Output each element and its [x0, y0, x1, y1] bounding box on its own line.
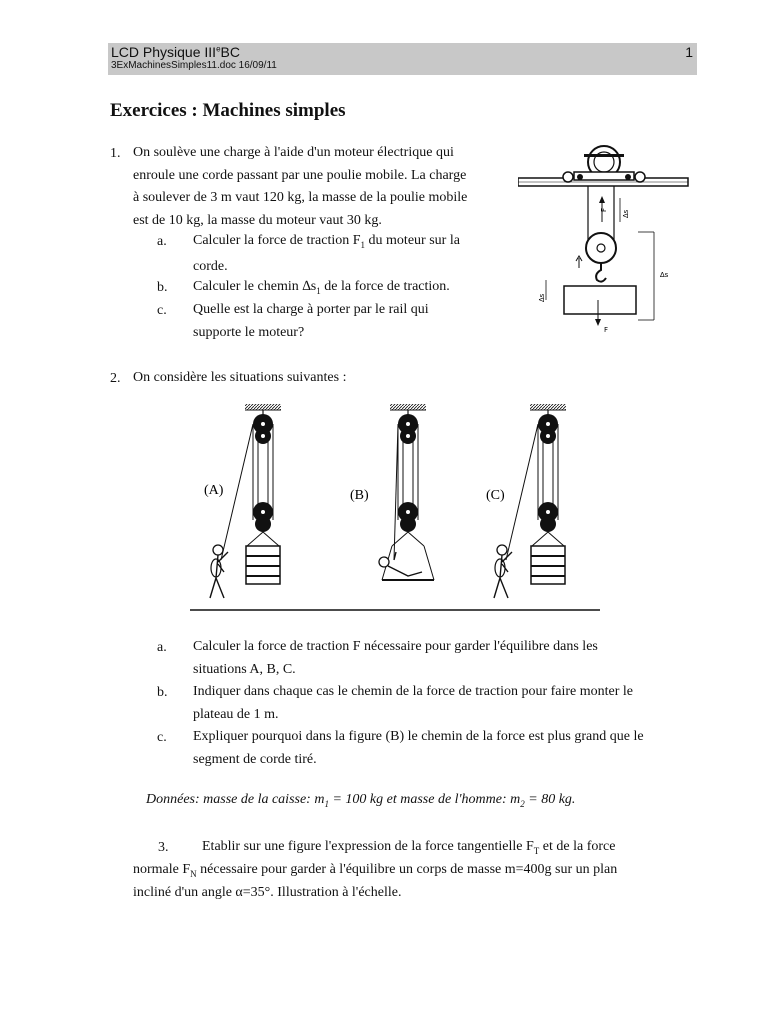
ex2-item-a-letter: a.: [157, 640, 167, 655]
label-b: (B): [350, 488, 369, 503]
ex2-item-c: Expliquer pourquoi dans la figure (B) le chemin de la force est plus grand que le segment de corde tiré.: [193, 729, 644, 767]
ft-label: F: [604, 326, 609, 334]
ds1-label: ∆s: [622, 209, 630, 218]
ds1-left-label: ∆s: [538, 293, 546, 302]
ex2-item-b-letter: b.: [157, 685, 168, 700]
page-number: 1: [685, 44, 693, 60]
ex2-donnees: Données: masse de la caisse: $m_1 = 100$ kg et masse de l'homme: $m_2 = 80$ kg.: [146, 792, 576, 809]
ex2-item-c-letter: c.: [157, 730, 167, 745]
ex1-line: On soulève une charge à l'aide d'un moteur électrique qui: [133, 145, 454, 160]
exercise-3-number: 3.: [158, 840, 169, 855]
label-c: (C): [486, 488, 505, 503]
ex1-line: enroule une corde passant par une poulie mobile. La charge: [133, 167, 467, 183]
header-title: LCD Physique IIIeBC: [111, 44, 240, 60]
exercise-1-text: [133, 142, 467, 232]
exercise-2-intro: On considère les situations suivantes :: [133, 370, 347, 385]
header-subline: 3ExMachinesSimples11.doc 16/09/11: [111, 60, 277, 71]
page-header: [108, 43, 697, 75]
ex1-item-c: Quelle est la charge à porter par le rail qui supporte le moteur?: [193, 302, 429, 340]
exercise-1-number: 1.: [110, 146, 121, 161]
motor-pulley-figure: [518, 140, 698, 340]
ex3-line-1: Etablir sur une figure l'expression de la force tangentielle $F_T$ et de la force: [202, 839, 616, 856]
exercise-2-number: 2.: [110, 371, 121, 386]
f1-label: F: [600, 207, 608, 212]
ex1-item-b: Calculer le chemin $\Delta s_1$ de la force de traction.: [193, 279, 450, 296]
ex2-item-a: Calculer la force de traction F nécessaire pour garder l'équilibre dans les situations A, B, C.: [193, 639, 598, 677]
ds-label: ∆s: [660, 271, 669, 279]
ex1-item-b-letter: b.: [157, 280, 168, 295]
document-title: Exercices : Machines simples: [110, 100, 346, 121]
label-a: (A): [204, 483, 224, 498]
ex1-line: à soulever de 3 m vaut 120 kg, la masse de la poulie mobile: [133, 190, 468, 205]
ex1-item-a: Calculer la force de traction $F_1$ du moteur sur la corde.: [193, 233, 460, 275]
ex2-item-b: Indiquer dans chaque cas le chemin de la force de traction pour faire monter le plateau de 1 m.: [193, 684, 634, 722]
ex1-item-c-letter: c.: [157, 303, 167, 318]
ex3-line-3: incliné d'un angle α=35°. Illustration à l'échelle.: [133, 885, 402, 900]
ex1-item-a-letter: a.: [157, 234, 167, 249]
ex3-line-2: normale $F_N$ nécessaire pour garder à l'équilibre un corps de masse m=400g sur un plan: [133, 862, 618, 879]
ex1-line: est de 10 kg, la masse du moteur vaut 30 kg.: [133, 212, 382, 228]
pulley-systems-figure: [190, 400, 600, 615]
